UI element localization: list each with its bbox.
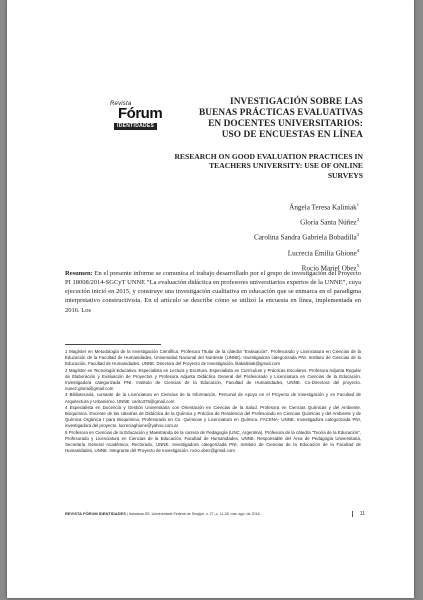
logo-forum-text: Fórum <box>118 105 163 122</box>
footer-divider <box>352 511 353 517</box>
author-footnote-mark: 1 <box>356 202 359 207</box>
footnote-separator <box>65 344 161 345</box>
author-item <box>159 229 359 244</box>
author-name: Lucrecia Emilia Ghione <box>287 248 357 257</box>
logo-revista-text: Revista <box>110 101 132 107</box>
logo-identidades-text: IDENTIDADES <box>114 123 157 130</box>
abstract-text: En el presente informe se comunica el trabajo desarrollado por el grupo de investigación del Proyecto PI 18008/2014-SGCyT UNNE “La evaluación didáctica en profesores universitarios expertos de la UNNE”, cuya ejecución inició en 2015, y construye una investigación cualitativa en educación que se enmarca en el paradigma interpretativo constructivista. En el artículo se describe cómo se utilizó la encuesta en línea, implementada en 2016. Los <box>65 270 361 314</box>
author-name: Rocío Mariel Obez <box>301 264 357 273</box>
footnote-item: 5 Profesora en Ciencias de la Educación y Maestranda de la carrera de Pedagogía (UNC, Argentina). Profesora de la cátedra “Teoría de la Educación”, Profesorado y Licenciatura en Ciencias de la Educación, Facultad de Humanidades, UNNE. Responsable del Área de Pedagogía Universitaria, Secretaría General Académica, Rectorado, UNNE. Investigadora categorizada PNI. Instituto de Ciencias de la Educación de la Facultad de Humanidades, UNNE. Integrante del Proyecto de Investigación. rocio.obez@gmail.com <box>65 429 361 454</box>
footnote-item: 4 Especialista en Docencia y Gestión Universitaria con Orientación en Ciencias de la Salud. Profesora en Ciencias Químicas y del Ambiente. Bioquímica. Docente de las cátedras de Didáctica de la Química y Práctica de Residencia del Profesorado en Ciencias Químicas y del Ambiente y de Química Orgánica I para Bioquímica, Profesorado en Cs. Químicas y Licenciatura en Química. FACENA- UNNE. Investigadora categorizada PNI, investigadora del proyecto. lucreciaghione@yahoo.com.ar <box>65 405 361 429</box>
page-number: 11 <box>359 511 365 517</box>
footnote-item: 2 Magíster en Tecnología Educativa. Especialista en Lectura y Escritura. Especialista en Currículum y Prácticas Escolares. Profesora Adjunta Regular de Elaboración y Evaluación de Proyectos y Profesora Adjunta Didáctica General del Profesorado y Licenciatura en Ciencias de la Educación. Investigadora categorizada PNI. Instituto de Ciencias de la Educación, Facultad de Humanidades, UNNE. Co-Directora del proyecto. nunez.gloria@gmail.com <box>65 367 361 391</box>
author-name: Gloria Santa Núñez <box>300 218 357 227</box>
footnote-item: 3 Bibliotecaria, cursante de la Licenciatura en Ciencias de la Información, Personal de Apoyo en el Proyecto de Investigación y en Facultad de Arquitectura y Urbanismo, UNNE. carito376@gmail.com <box>65 392 361 404</box>
author-name: Ángela Teresa Kaliniak <box>289 203 357 212</box>
author-footnote-mark: 2 <box>356 217 359 223</box>
author-name: Carolina Sandra Gabriela Bobadilla <box>253 233 357 242</box>
author-footnote-mark: 3 <box>356 232 359 238</box>
author-footnote-mark: 4 <box>356 247 359 253</box>
article-title-english: RESEARCH ON GOOD EVALUATION PRACTICES IN TEACHERS UNIVERSITY: USE OF ONLINE SURVEYS <box>174 152 363 180</box>
footer-citation: | Itabaiana-SE, Universidade Federal de Sergipe, v. 27, p. 11-28, mai.-ago. de 2018. <box>126 512 261 516</box>
footnote-list <box>65 349 361 455</box>
author-footnote-mark: 5 <box>356 262 359 268</box>
abstract-paragraph <box>65 269 361 315</box>
page-footer <box>65 510 365 518</box>
author-item <box>159 199 359 214</box>
journal-logo <box>108 102 174 132</box>
article-title-spanish: INVESTIGACIÓN SOBRE LAS BUENAS PRÁCTICAS EVALUATIVAS EN DOCENTES UNIVERSITARIOS: USO DE ENCUESTAS EN LÍNEA <box>199 97 363 140</box>
document-page <box>7 0 414 598</box>
footer-journal-name: REVISTA FÓRUM IDENTIDADES <box>65 511 126 516</box>
abstract-label: Resumen: <box>65 270 93 277</box>
author-item <box>159 214 359 229</box>
footnote-item: 1 Magíster en Metodología de la Investigación Científica. Profesora Titular de la cátedra “Evaluación”, Profesorado y Licenciatura en Ciencias de la Educación de la Facultad de Humanidades, Universidad Nacional del Nordeste (UNNE). Investigadora categorizada PNI. Instituto de Ciencias de la Educación, Facultad de Humanidades, UNNE. Directora del Proyecto de Investigación. litakaliniak@gmail.com <box>65 349 361 367</box>
author-list <box>159 199 359 275</box>
author-item <box>159 245 359 260</box>
